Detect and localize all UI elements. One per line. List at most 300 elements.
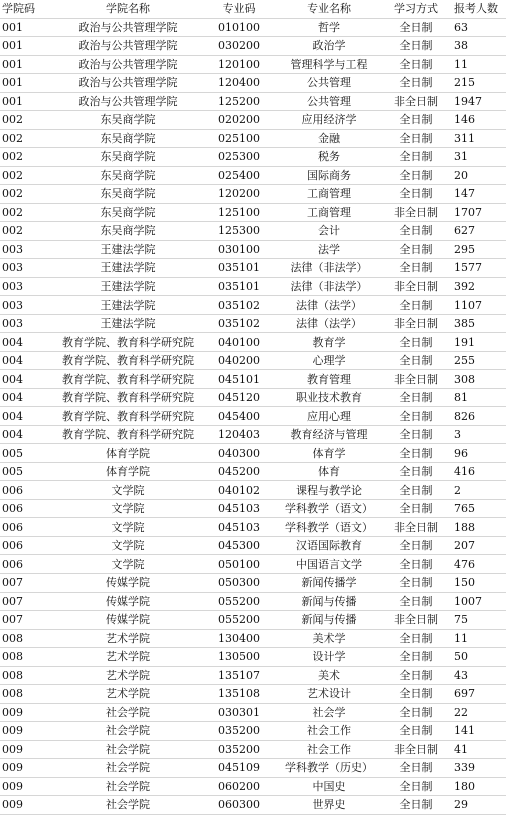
cell-major-name: 管理科学与工程	[274, 55, 384, 74]
table-header	[0, 0, 506, 18]
table-row	[0, 222, 506, 241]
cell-study-mode: 全日制	[384, 37, 448, 56]
header-study-mode: 学习方式	[384, 0, 448, 18]
cell-college-code: 006	[0, 499, 52, 518]
cell-college-name: 文学院	[52, 481, 204, 500]
cell-applicants: 2	[448, 481, 506, 500]
cell-applicants: 20	[448, 166, 506, 185]
cell-major-code: 125300	[204, 222, 274, 241]
cell-major-code: 045109	[204, 759, 274, 778]
cell-college-name: 艺术学院	[52, 648, 204, 667]
cell-applicants: 81	[448, 388, 506, 407]
cell-college-name: 艺术学院	[52, 629, 204, 648]
cell-college-name: 体育学院	[52, 462, 204, 481]
table-row	[0, 536, 506, 555]
cell-college-code: 004	[0, 425, 52, 444]
cell-major-name: 社会工作	[274, 740, 384, 759]
cell-college-name: 政治与公共管理学院	[52, 37, 204, 56]
cell-college-code: 003	[0, 314, 52, 333]
cell-study-mode: 全日制	[384, 296, 448, 315]
cell-college-code: 003	[0, 240, 52, 259]
cell-college-name: 王建法学院	[52, 277, 204, 296]
cell-college-name: 社会学院	[52, 740, 204, 759]
cell-major-code: 045103	[204, 518, 274, 537]
cell-major-name: 体育学	[274, 444, 384, 463]
cell-major-name: 世界史	[274, 796, 384, 815]
header-applicants: 报考人数	[448, 0, 506, 18]
cell-college-code: 007	[0, 592, 52, 611]
cell-study-mode: 全日制	[384, 222, 448, 241]
cell-major-name: 汉语国际教育	[274, 536, 384, 555]
cell-applicants: 311	[448, 129, 506, 148]
cell-study-mode: 全日制	[384, 722, 448, 741]
header-row	[0, 0, 506, 18]
cell-applicants: 392	[448, 277, 506, 296]
cell-major-name: 法学	[274, 240, 384, 259]
cell-college-name: 东吴商学院	[52, 222, 204, 241]
cell-major-name: 应用经济学	[274, 111, 384, 130]
cell-major-name: 工商管理	[274, 185, 384, 204]
cell-study-mode: 全日制	[384, 74, 448, 93]
table-row	[0, 185, 506, 204]
cell-applicants: 50	[448, 648, 506, 667]
cell-college-name: 王建法学院	[52, 296, 204, 315]
cell-major-name: 新闻与传播	[274, 592, 384, 611]
cell-major-name: 社会工作	[274, 722, 384, 741]
cell-college-code: 004	[0, 407, 52, 426]
cell-study-mode: 非全日制	[384, 203, 448, 222]
cell-college-code: 004	[0, 351, 52, 370]
cell-applicants: 697	[448, 685, 506, 704]
cell-applicants: 476	[448, 555, 506, 574]
cell-study-mode: 全日制	[384, 185, 448, 204]
cell-applicants: 1707	[448, 203, 506, 222]
table-row	[0, 277, 506, 296]
cell-major-code: 045300	[204, 536, 274, 555]
cell-college-code: 002	[0, 129, 52, 148]
cell-college-code: 006	[0, 536, 52, 555]
cell-applicants: 215	[448, 74, 506, 93]
cell-applicants: 96	[448, 444, 506, 463]
cell-study-mode: 全日制	[384, 666, 448, 685]
cell-major-name: 法律（非法学）	[274, 259, 384, 278]
cell-applicants: 416	[448, 462, 506, 481]
table-row	[0, 333, 506, 352]
cell-study-mode: 全日制	[384, 555, 448, 574]
cell-college-code: 001	[0, 55, 52, 74]
table-row	[0, 203, 506, 222]
cell-major-code: 060200	[204, 777, 274, 796]
cell-college-code: 009	[0, 740, 52, 759]
cell-college-name: 文学院	[52, 555, 204, 574]
cell-study-mode: 全日制	[384, 259, 448, 278]
table-row	[0, 648, 506, 667]
cell-applicants: 3	[448, 425, 506, 444]
cell-major-code: 135108	[204, 685, 274, 704]
cell-applicants: 1007	[448, 592, 506, 611]
cell-college-code: 004	[0, 388, 52, 407]
cell-study-mode: 全日制	[384, 407, 448, 426]
cell-study-mode: 全日制	[384, 685, 448, 704]
cell-college-name: 艺术学院	[52, 685, 204, 704]
table-row	[0, 555, 506, 574]
cell-major-name: 政治学	[274, 37, 384, 56]
table-row	[0, 462, 506, 481]
cell-college-code: 008	[0, 629, 52, 648]
cell-major-name: 教育管理	[274, 370, 384, 389]
table-row	[0, 425, 506, 444]
cell-major-name: 艺术设计	[274, 685, 384, 704]
table-row	[0, 148, 506, 167]
cell-applicants: 43	[448, 666, 506, 685]
cell-college-code: 006	[0, 518, 52, 537]
header-college-name: 学院名称	[52, 0, 204, 18]
cell-college-code: 004	[0, 333, 52, 352]
table-row	[0, 166, 506, 185]
table-row	[0, 296, 506, 315]
table-row	[0, 499, 506, 518]
table-row	[0, 37, 506, 56]
cell-major-code: 045200	[204, 462, 274, 481]
cell-college-code: 009	[0, 777, 52, 796]
cell-major-code: 120200	[204, 185, 274, 204]
cell-study-mode: 全日制	[384, 18, 448, 37]
table-row	[0, 722, 506, 741]
cell-college-code: 007	[0, 611, 52, 630]
header-college-code: 学院码	[0, 0, 52, 18]
cell-college-name: 社会学院	[52, 796, 204, 815]
cell-study-mode: 非全日制	[384, 518, 448, 537]
cell-study-mode: 全日制	[384, 703, 448, 722]
table-row	[0, 629, 506, 648]
cell-study-mode: 非全日制	[384, 314, 448, 333]
cell-applicants: 147	[448, 185, 506, 204]
cell-college-name: 东吴商学院	[52, 111, 204, 130]
cell-college-code: 006	[0, 555, 52, 574]
cell-applicants: 339	[448, 759, 506, 778]
table-row	[0, 518, 506, 537]
cell-major-code: 050100	[204, 555, 274, 574]
cell-major-code: 025400	[204, 166, 274, 185]
table-row	[0, 74, 506, 93]
cell-college-name: 政治与公共管理学院	[52, 55, 204, 74]
cell-college-name: 东吴商学院	[52, 129, 204, 148]
cell-study-mode: 全日制	[384, 796, 448, 815]
cell-applicants: 11	[448, 629, 506, 648]
cell-major-name: 设计学	[274, 648, 384, 667]
cell-college-name: 教育学院、教育科学研究院	[52, 370, 204, 389]
cell-major-name: 体育	[274, 462, 384, 481]
cell-study-mode: 全日制	[384, 481, 448, 500]
cell-major-name: 会计	[274, 222, 384, 241]
cell-major-name: 工商管理	[274, 203, 384, 222]
cell-applicants: 1107	[448, 296, 506, 315]
cell-major-code: 120100	[204, 55, 274, 74]
cell-applicants: 29	[448, 796, 506, 815]
cell-college-name: 体育学院	[52, 444, 204, 463]
cell-college-name: 东吴商学院	[52, 203, 204, 222]
cell-study-mode: 全日制	[384, 573, 448, 592]
cell-college-code: 002	[0, 185, 52, 204]
cell-study-mode: 全日制	[384, 425, 448, 444]
cell-major-code: 120400	[204, 74, 274, 93]
table-row	[0, 592, 506, 611]
cell-study-mode: 全日制	[384, 592, 448, 611]
table-row	[0, 611, 506, 630]
cell-college-code: 001	[0, 74, 52, 93]
cell-college-code: 001	[0, 92, 52, 111]
cell-college-name: 教育学院、教育科学研究院	[52, 407, 204, 426]
cell-study-mode: 全日制	[384, 759, 448, 778]
cell-major-code: 035102	[204, 314, 274, 333]
cell-applicants: 188	[448, 518, 506, 537]
header-major-name: 专业名称	[274, 0, 384, 18]
cell-college-name: 社会学院	[52, 759, 204, 778]
cell-college-name: 文学院	[52, 536, 204, 555]
cell-college-code: 009	[0, 703, 52, 722]
cell-major-code: 035200	[204, 740, 274, 759]
cell-major-code: 060300	[204, 796, 274, 815]
cell-college-code: 009	[0, 796, 52, 815]
cell-applicants: 295	[448, 240, 506, 259]
cell-applicants: 38	[448, 37, 506, 56]
cell-college-code: 002	[0, 148, 52, 167]
cell-college-name: 东吴商学院	[52, 148, 204, 167]
cell-college-name: 传媒学院	[52, 611, 204, 630]
cell-college-name: 政治与公共管理学院	[52, 92, 204, 111]
cell-college-name: 教育学院、教育科学研究院	[52, 333, 204, 352]
table-row	[0, 481, 506, 500]
cell-major-code: 040100	[204, 333, 274, 352]
cell-study-mode: 全日制	[384, 444, 448, 463]
cell-college-name: 东吴商学院	[52, 166, 204, 185]
cell-major-name: 学科教学（历史）	[274, 759, 384, 778]
cell-applicants: 207	[448, 536, 506, 555]
cell-applicants: 146	[448, 111, 506, 130]
cell-study-mode: 全日制	[384, 499, 448, 518]
cell-major-name: 学科教学（语文）	[274, 499, 384, 518]
cell-applicants: 150	[448, 573, 506, 592]
cell-major-name: 法律（法学）	[274, 296, 384, 315]
cell-college-code: 006	[0, 481, 52, 500]
cell-major-name: 法律（非法学）	[274, 277, 384, 296]
table-row	[0, 92, 506, 111]
cell-major-name: 美术	[274, 666, 384, 685]
table-row	[0, 259, 506, 278]
cell-applicants: 627	[448, 222, 506, 241]
cell-study-mode: 全日制	[384, 648, 448, 667]
cell-study-mode: 全日制	[384, 777, 448, 796]
cell-major-code: 040102	[204, 481, 274, 500]
cell-major-code: 035200	[204, 722, 274, 741]
cell-major-code: 030200	[204, 37, 274, 56]
cell-college-code: 002	[0, 166, 52, 185]
cell-college-code: 009	[0, 722, 52, 741]
cell-major-name: 国际商务	[274, 166, 384, 185]
cell-college-name: 政治与公共管理学院	[52, 74, 204, 93]
cell-applicants: 191	[448, 333, 506, 352]
cell-major-code: 020200	[204, 111, 274, 130]
cell-major-name: 社会学	[274, 703, 384, 722]
cell-major-code: 035102	[204, 296, 274, 315]
cell-study-mode: 全日制	[384, 111, 448, 130]
cell-college-code: 001	[0, 37, 52, 56]
cell-study-mode: 非全日制	[384, 277, 448, 296]
cell-major-name: 课程与教学论	[274, 481, 384, 500]
table-row	[0, 129, 506, 148]
table-row	[0, 685, 506, 704]
table-row	[0, 351, 506, 370]
cell-major-code: 120403	[204, 425, 274, 444]
cell-major-code: 030100	[204, 240, 274, 259]
cell-applicants: 765	[448, 499, 506, 518]
cell-applicants: 141	[448, 722, 506, 741]
cell-major-code: 010100	[204, 18, 274, 37]
cell-study-mode: 非全日制	[384, 370, 448, 389]
cell-major-code: 040200	[204, 351, 274, 370]
cell-college-name: 教育学院、教育科学研究院	[52, 425, 204, 444]
table-row	[0, 370, 506, 389]
table-row	[0, 703, 506, 722]
cell-major-code: 030301	[204, 703, 274, 722]
cell-study-mode: 全日制	[384, 129, 448, 148]
cell-applicants: 22	[448, 703, 506, 722]
table-body	[0, 18, 506, 814]
cell-major-code: 130500	[204, 648, 274, 667]
cell-college-code: 003	[0, 296, 52, 315]
cell-college-name: 艺术学院	[52, 666, 204, 685]
cell-major-name: 应用心理	[274, 407, 384, 426]
cell-study-mode: 非全日制	[384, 611, 448, 630]
table-row	[0, 796, 506, 815]
cell-study-mode: 全日制	[384, 55, 448, 74]
cell-study-mode: 全日制	[384, 388, 448, 407]
table-row	[0, 55, 506, 74]
table-row	[0, 111, 506, 130]
cell-college-name: 王建法学院	[52, 240, 204, 259]
cell-applicants: 1577	[448, 259, 506, 278]
cell-applicants: 75	[448, 611, 506, 630]
cell-applicants: 11	[448, 55, 506, 74]
cell-major-code: 045101	[204, 370, 274, 389]
table-row	[0, 314, 506, 333]
cell-major-name: 公共管理	[274, 74, 384, 93]
cell-college-name: 王建法学院	[52, 259, 204, 278]
table-row	[0, 777, 506, 796]
cell-applicants: 63	[448, 18, 506, 37]
table-row	[0, 573, 506, 592]
cell-college-name: 传媒学院	[52, 592, 204, 611]
cell-college-code: 002	[0, 111, 52, 130]
cell-study-mode: 非全日制	[384, 92, 448, 111]
cell-major-code: 045120	[204, 388, 274, 407]
cell-study-mode: 全日制	[384, 333, 448, 352]
cell-applicants: 31	[448, 148, 506, 167]
cell-study-mode: 全日制	[384, 462, 448, 481]
cell-applicants: 385	[448, 314, 506, 333]
cell-major-name: 公共管理	[274, 92, 384, 111]
cell-applicants: 255	[448, 351, 506, 370]
cell-study-mode: 全日制	[384, 536, 448, 555]
cell-college-name: 文学院	[52, 518, 204, 537]
cell-major-name: 学科教学（语文）	[274, 518, 384, 537]
cell-college-name: 教育学院、教育科学研究院	[52, 351, 204, 370]
cell-college-code: 008	[0, 666, 52, 685]
cell-study-mode: 非全日制	[384, 740, 448, 759]
cell-major-name: 税务	[274, 148, 384, 167]
cell-college-code: 002	[0, 203, 52, 222]
cell-study-mode: 全日制	[384, 240, 448, 259]
cell-study-mode: 全日制	[384, 629, 448, 648]
cell-college-code: 007	[0, 573, 52, 592]
cell-major-code: 045400	[204, 407, 274, 426]
table-row	[0, 759, 506, 778]
table-row	[0, 740, 506, 759]
cell-major-code: 050300	[204, 573, 274, 592]
cell-major-name: 哲学	[274, 18, 384, 37]
cell-applicants: 1947	[448, 92, 506, 111]
cell-applicants: 308	[448, 370, 506, 389]
cell-college-code: 001	[0, 18, 52, 37]
cell-college-name: 社会学院	[52, 703, 204, 722]
cell-major-code: 130400	[204, 629, 274, 648]
cell-college-code: 002	[0, 222, 52, 241]
table-row	[0, 407, 506, 426]
cell-college-code: 003	[0, 277, 52, 296]
cell-major-code: 045103	[204, 499, 274, 518]
cell-major-code: 055200	[204, 611, 274, 630]
cell-major-code: 040300	[204, 444, 274, 463]
cell-study-mode: 全日制	[384, 148, 448, 167]
cell-major-code: 025100	[204, 129, 274, 148]
cell-college-name: 社会学院	[52, 777, 204, 796]
cell-college-code: 005	[0, 462, 52, 481]
table-row	[0, 666, 506, 685]
table-row	[0, 388, 506, 407]
cell-study-mode: 全日制	[384, 166, 448, 185]
cell-major-name: 教育学	[274, 333, 384, 352]
table-row	[0, 18, 506, 37]
cell-major-name: 心理学	[274, 351, 384, 370]
cell-applicants: 180	[448, 777, 506, 796]
cell-major-name: 职业技术教育	[274, 388, 384, 407]
cell-major-code: 125200	[204, 92, 274, 111]
cell-major-code: 025300	[204, 148, 274, 167]
cell-college-code: 005	[0, 444, 52, 463]
cell-college-name: 社会学院	[52, 722, 204, 741]
cell-major-code: 135107	[204, 666, 274, 685]
cell-applicants: 826	[448, 407, 506, 426]
cell-college-code: 008	[0, 685, 52, 704]
cell-college-name: 政治与公共管理学院	[52, 18, 204, 37]
cell-college-code: 004	[0, 370, 52, 389]
cell-major-code: 055200	[204, 592, 274, 611]
table-row	[0, 240, 506, 259]
cell-major-name: 新闻传播学	[274, 573, 384, 592]
cell-major-name: 美术学	[274, 629, 384, 648]
cell-college-name: 文学院	[52, 499, 204, 518]
cell-college-name: 王建法学院	[52, 314, 204, 333]
cell-college-code: 009	[0, 759, 52, 778]
header-major-code: 专业码	[204, 0, 274, 18]
cell-major-name: 金融	[274, 129, 384, 148]
cell-major-code: 035101	[204, 277, 274, 296]
cell-major-name: 新闻与传播	[274, 611, 384, 630]
cell-college-name: 传媒学院	[52, 573, 204, 592]
cell-major-name: 中国语言文学	[274, 555, 384, 574]
cell-major-name: 法律（法学）	[274, 314, 384, 333]
cell-college-code: 003	[0, 259, 52, 278]
